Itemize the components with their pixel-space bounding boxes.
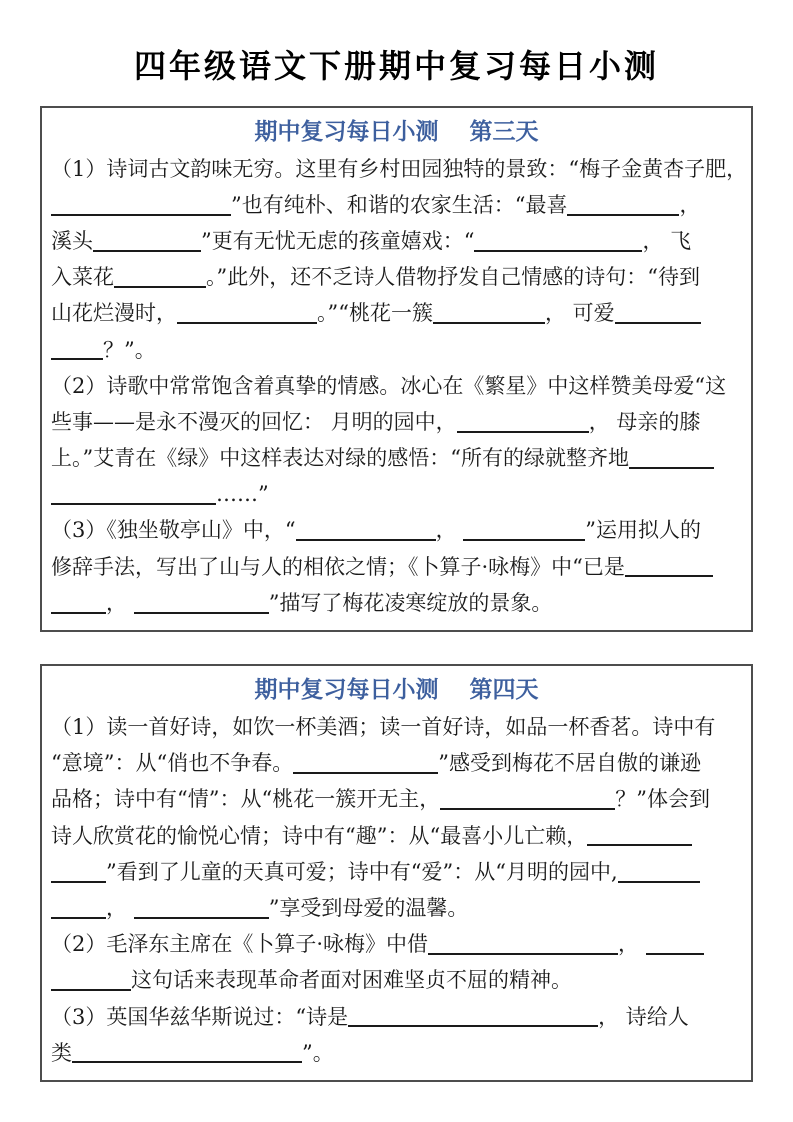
question-paragraph	[51, 926, 742, 998]
box-header-day: 第四天	[469, 676, 539, 704]
text-segment: 。”此外，还不乏诗人借物抒发自己情感的诗句：“待到	[206, 265, 700, 290]
text-line	[51, 151, 748, 187]
text-segment: ”感受到梅花不居自傲的谦逊	[438, 751, 701, 776]
text-segment: 这句话来表现革命者面对困难坚贞不屈的精神。	[131, 968, 572, 993]
fill-in-blank	[433, 301, 545, 324]
text-line	[51, 890, 742, 926]
quiz-box-day3	[40, 106, 753, 632]
text-line	[51, 332, 742, 368]
fill-in-blank	[457, 410, 589, 433]
text-segment: 溪头	[51, 228, 93, 253]
text-segment: 上。”艾青在《绿》中这样表达对绿的感悟：“所有的绿就整齐地	[51, 446, 629, 471]
text-segment: 。”“桃花一簇	[317, 301, 433, 326]
fill-in-blank	[51, 860, 106, 883]
text-segment: ， 诗给人	[598, 1004, 689, 1029]
fill-in-blank	[440, 787, 615, 810]
page-title: 四年级语文下册期中复习每日小测	[133, 47, 659, 85]
fill-in-blank	[51, 482, 216, 505]
text-segment: ，	[679, 192, 701, 217]
text-line	[51, 709, 742, 745]
text-line	[51, 926, 742, 962]
fill-in-blank	[646, 932, 704, 955]
question-paragraph	[51, 709, 742, 926]
fill-in-blank	[629, 446, 714, 469]
fill-in-blank	[587, 823, 692, 846]
fill-in-blank	[625, 554, 713, 577]
fill-in-blank	[348, 1004, 598, 1027]
text-segment: ”描写了梅花凌寒绽放的景象。	[268, 590, 553, 615]
fill-in-blank	[51, 193, 231, 216]
text-line	[51, 368, 742, 404]
question-paragraph	[51, 151, 748, 368]
text-segment: 山花烂漫时，	[51, 301, 177, 326]
text-segment: ”运用拟人的	[585, 518, 702, 543]
text-segment: ”也有纯朴、和谐的农家生活：“最喜	[231, 192, 568, 217]
text-segment: ？”体会到	[615, 787, 710, 812]
quiz-box-body-day4	[51, 709, 742, 1071]
fill-in-blank	[293, 751, 438, 774]
text-segment: （2）毛泽东主席在《卜算子·咏梅》中借	[51, 932, 429, 957]
question-paragraph	[51, 999, 742, 1071]
text-line	[51, 512, 742, 548]
text-segment: ，	[618, 932, 646, 957]
text-line	[51, 295, 742, 331]
text-line	[51, 854, 742, 890]
text-segment: ……”	[216, 482, 269, 507]
text-segment: （3）英国华兹华斯说过：“诗是	[51, 1004, 349, 1029]
text-segment: 品格；诗中有“情”：从“桃花一簇开无主，	[51, 787, 441, 812]
quiz-box-header-day4	[51, 671, 742, 709]
text-segment: ”看到了儿童的天真可爱；诗中有“爱”：从“月明的园中,	[106, 859, 618, 884]
text-line	[51, 404, 742, 440]
text-segment: ， 飞	[642, 228, 692, 253]
fill-in-blank	[93, 229, 201, 252]
fill-in-blank	[114, 265, 206, 288]
text-segment: ， 可爱	[544, 301, 615, 326]
question-paragraph	[51, 368, 742, 513]
fill-in-blank	[615, 301, 701, 324]
fill-in-blank	[296, 518, 436, 541]
text-segment: 修辞手法，写出了山与人的相依之情；《卜算子·咏梅》中“已是	[51, 554, 625, 579]
text-segment: （1）诗词古文韵味无穷。这里有乡村田园独特的景致：“梅子金黄杏子肥，	[51, 156, 748, 181]
text-segment: ”更有无忧无虑的孩童嬉戏：“	[201, 228, 475, 253]
fill-in-blank	[177, 301, 317, 324]
text-segment: （3）《独坐敬亭山》中，“	[51, 518, 296, 543]
fill-in-blank	[474, 229, 642, 252]
box-header-day: 第三天	[469, 117, 539, 145]
text-segment: 类	[51, 1040, 72, 1065]
text-line	[51, 223, 742, 259]
fill-in-blank	[567, 193, 679, 216]
fill-in-blank	[51, 968, 131, 991]
text-line	[51, 962, 742, 998]
text-segment: ， 母亲的膝	[588, 409, 701, 434]
text-line	[51, 745, 742, 781]
text-segment: ”。	[302, 1040, 334, 1065]
fill-in-blank	[72, 1040, 302, 1063]
text-segment: 些事——是永不漫灭的回忆： 月明的园中，	[51, 409, 457, 434]
text-segment: ”享受到母爱的温馨。	[268, 895, 469, 920]
fill-in-blank	[134, 591, 269, 614]
text-line	[51, 549, 742, 585]
box-header-title: 期中复习每日小测	[254, 117, 439, 145]
fill-in-blank	[51, 591, 106, 614]
box-header-title: 期中复习每日小测	[254, 676, 439, 704]
text-segment: ，	[106, 895, 134, 920]
text-segment: “意境”：从“俏也不争春。	[51, 751, 294, 776]
quiz-box-header-day3	[51, 113, 742, 151]
text-line	[51, 187, 742, 223]
question-paragraph	[51, 512, 742, 621]
text-segment: 诗人欣赏花的愉悦心情；诗中有“趣”：从“最喜小儿亡赖，	[51, 823, 588, 848]
fill-in-blank	[51, 896, 106, 919]
fill-in-blank	[51, 337, 103, 360]
fill-in-blank	[428, 932, 618, 955]
quiz-box-day4	[40, 664, 753, 1082]
text-segment: （1）读一首好诗，如饮一杯美酒；读一首好诗，如品一杯香茗。诗中有	[51, 715, 716, 740]
fill-in-blank	[463, 518, 585, 541]
text-segment: 入菜花	[51, 265, 114, 290]
text-line	[51, 1035, 742, 1071]
text-line	[51, 585, 742, 621]
text-line	[51, 259, 742, 295]
quiz-box-body-day3	[51, 151, 748, 621]
fill-in-blank	[134, 896, 269, 919]
text-segment: ，	[435, 518, 464, 543]
text-line	[51, 440, 742, 476]
text-segment: ，	[106, 590, 134, 615]
text-line	[51, 476, 742, 512]
text-segment: （2）诗歌中常常饱含着真挚的情感。冰心在《繁星》中这样赞美母爱“这	[51, 373, 727, 398]
text-line	[51, 781, 742, 817]
text-line	[51, 818, 742, 854]
text-segment: ？”。	[103, 337, 156, 362]
text-line	[51, 999, 742, 1035]
fill-in-blank	[618, 860, 700, 883]
